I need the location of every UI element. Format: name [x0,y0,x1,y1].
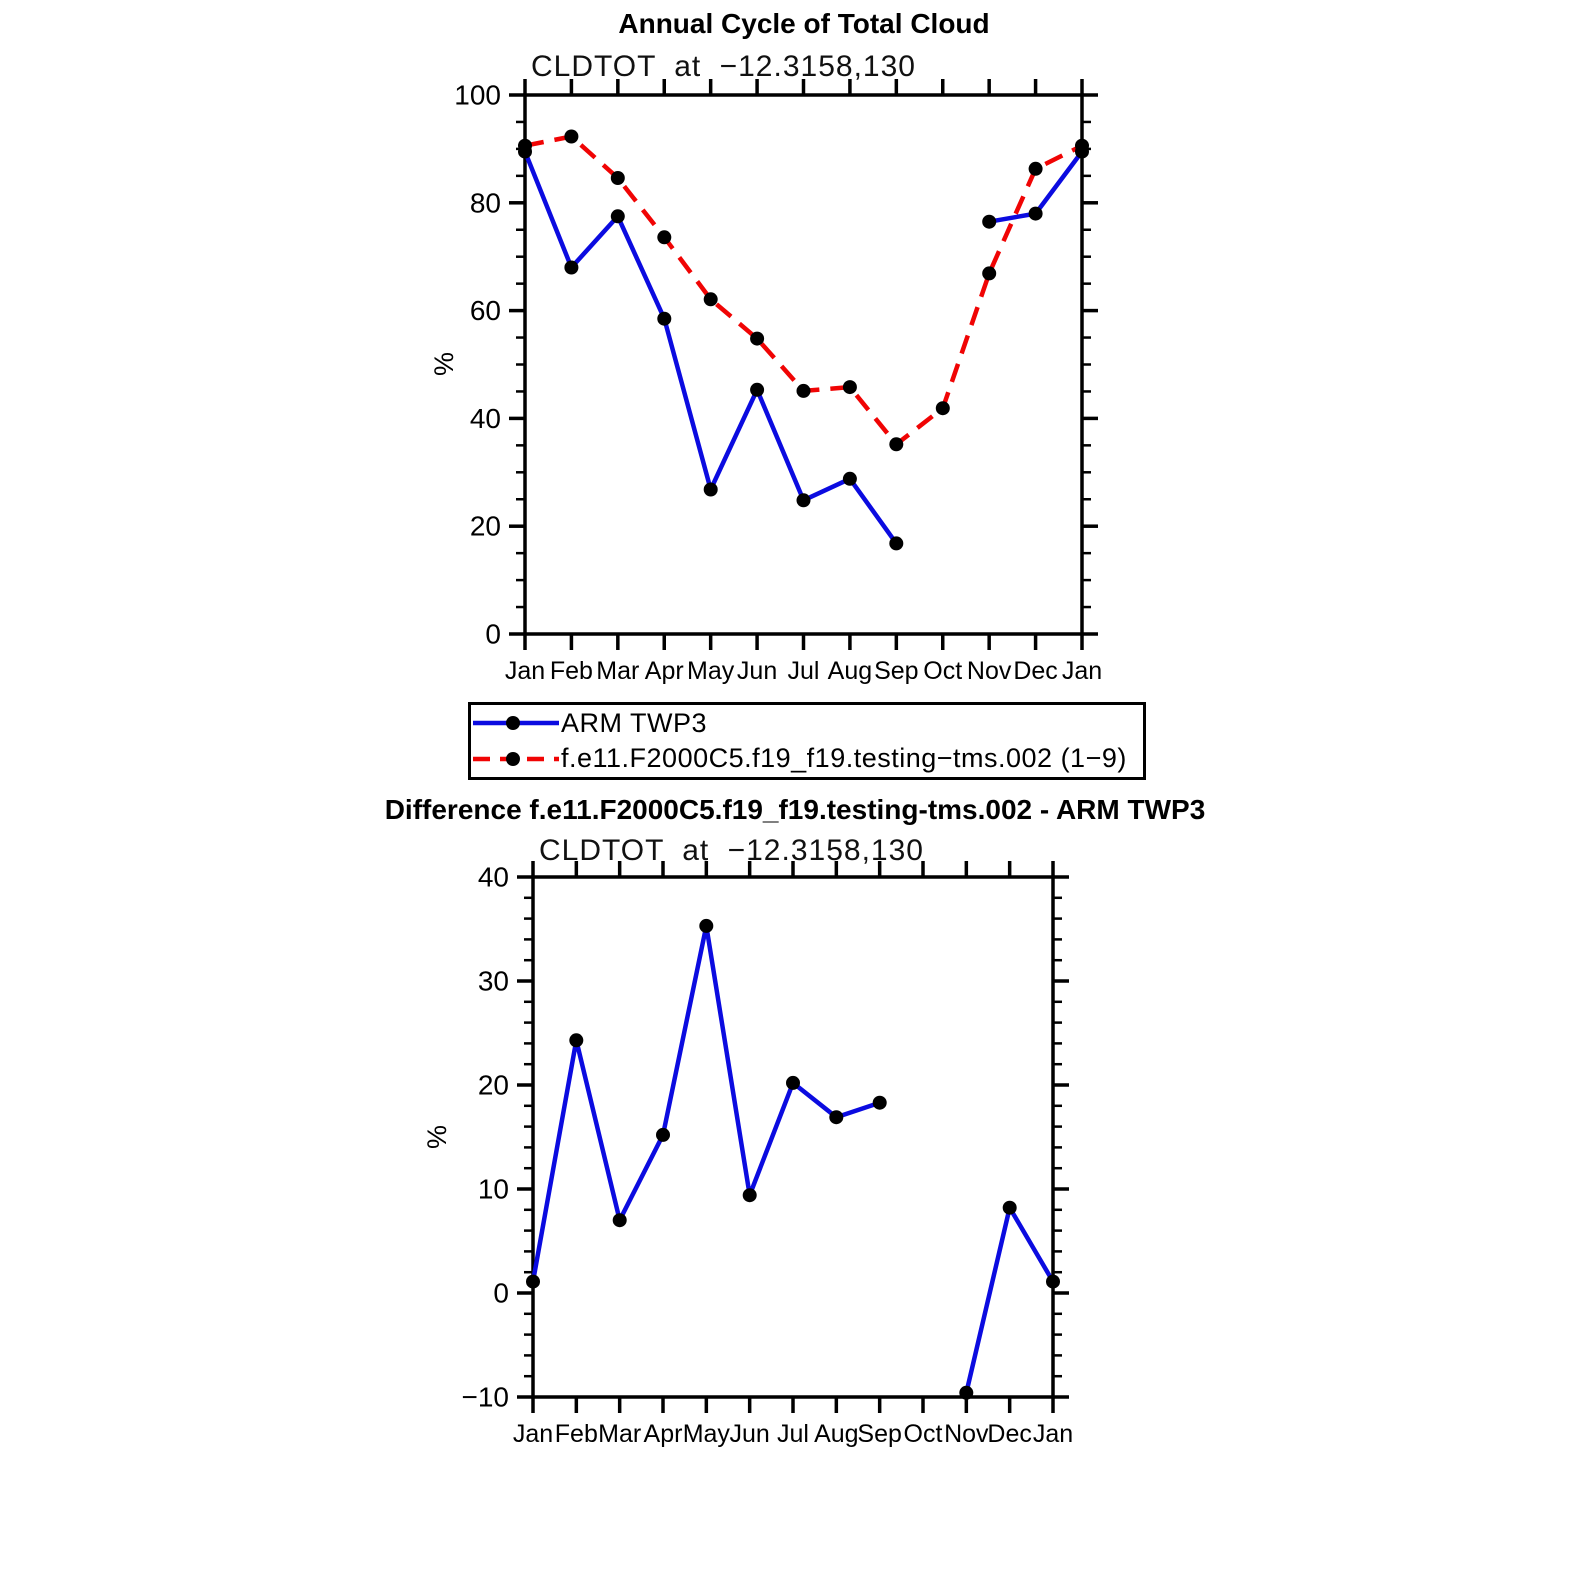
data-point-marker [982,215,996,229]
y-tick-label: 100 [454,79,501,111]
legend-item-obs [471,706,1143,740]
x-tick-label: Apr [643,1420,683,1448]
data-point-marker [611,171,625,185]
x-tick-label: May [687,657,735,685]
series-line [525,137,1082,445]
y-tick-label: 40 [477,861,509,893]
legend-label-obs: ARM TWP3 [561,707,708,738]
y-tick-label: 80 [469,187,501,219]
legend-line-sample-dashed [473,748,559,770]
data-point-marker [750,383,764,397]
series-line [525,152,1082,544]
series-line [533,926,1053,1393]
legend-box [468,702,1146,780]
data-point-marker [1075,139,1089,153]
x-tick-label: Jul [777,1420,809,1448]
x-tick-label: Dec [1013,657,1058,685]
data-point-marker [657,230,671,244]
data-point-marker [526,1275,540,1289]
x-tick-label: Jan [1032,1420,1074,1448]
data-point-marker [797,493,811,507]
x-tick-label: Feb [554,1420,598,1448]
data-point-marker [699,919,713,933]
data-point-marker [564,261,578,275]
data-point-marker [657,312,671,326]
x-tick-label: Nov [944,1420,989,1448]
legend-marker-dot-icon [506,752,520,766]
y-tick-label: 0 [485,618,501,650]
data-point-marker [1046,1275,1060,1289]
x-tick-label: Aug [827,657,873,685]
data-point-marker [704,483,718,497]
x-tick-label: Jan [1061,657,1103,685]
data-point-marker [613,1213,627,1227]
data-point-marker [786,1076,800,1090]
chart-difference [462,861,1074,1448]
x-tick-label: Oct [923,657,963,685]
y-tick-label: 10 [477,1173,509,1205]
data-point-marker [743,1188,757,1202]
chart1-subtitle: CLDTOT at −12.3158,130 [531,50,916,83]
x-tick-label: Jun [736,657,778,685]
data-point-marker [797,384,811,398]
y-tick-label: 60 [469,295,501,327]
data-point-marker [518,139,532,153]
data-point-marker [564,130,578,144]
data-point-marker [1029,207,1043,221]
x-tick-label: Mar [596,657,640,685]
y-tick-label: 20 [477,1069,509,1101]
data-point-marker [889,437,903,451]
legend-marker-dot-icon [506,716,520,730]
data-point-marker [982,266,996,280]
legend-item-model [471,742,1143,776]
x-tick-label: Apr [644,657,684,685]
x-tick-label: Feb [549,657,593,685]
x-tick-label: Aug [814,1420,859,1448]
data-point-marker [704,292,718,306]
data-point-marker [843,472,857,486]
data-point-marker [569,1033,583,1047]
legend-line-sample-solid [473,712,559,734]
x-tick-label: Sep [857,1420,902,1448]
x-tick-label: Sep [874,657,919,685]
data-point-marker [959,1386,973,1400]
y-tick-label: 0 [493,1277,509,1309]
data-point-marker [656,1128,670,1142]
y-tick-label: 20 [469,510,501,542]
y-tick-label: 40 [469,402,501,434]
chart1-title: Annual Cycle of Total Cloud [618,8,990,39]
data-point-marker [1029,162,1043,176]
x-tick-label: Jan [504,657,546,685]
x-tick-label: May [682,1420,730,1448]
x-tick-label: Nov [966,657,1012,685]
data-point-marker [843,380,857,394]
data-point-marker [829,1110,843,1124]
x-tick-label: Jul [787,657,820,685]
chart2-title: Difference f.e11.F2000C5.f19_f19.testing-tms.002 - ARM TWP3 [384,794,1206,825]
x-tick-label: Jan [512,1420,554,1448]
legend-label-model: f.e11.F2000C5.f19_f19.testing−tms.002 (1−9) [561,743,1127,774]
chart1-y-axis-label: % [429,352,459,377]
data-point-marker [873,1096,887,1110]
x-tick-label: Mar [598,1420,642,1448]
x-tick-label: Oct [903,1420,943,1448]
y-tick-label: −10 [461,1381,509,1413]
data-point-marker [889,536,903,550]
data-point-marker [611,209,625,223]
chart2-subtitle: CLDTOT at −12.3158,130 [539,834,924,867]
y-tick-label: 30 [477,965,509,997]
data-point-marker [1003,1201,1017,1215]
data-point-marker [750,332,764,346]
plot-frame [533,877,1053,1397]
x-tick-label: Dec [987,1420,1032,1448]
chart-annual-cycle [454,79,1102,685]
plot-frame [525,95,1082,634]
x-tick-label: Jun [729,1420,770,1448]
data-point-marker [936,401,950,415]
chart2-y-axis-label: % [422,1125,452,1150]
